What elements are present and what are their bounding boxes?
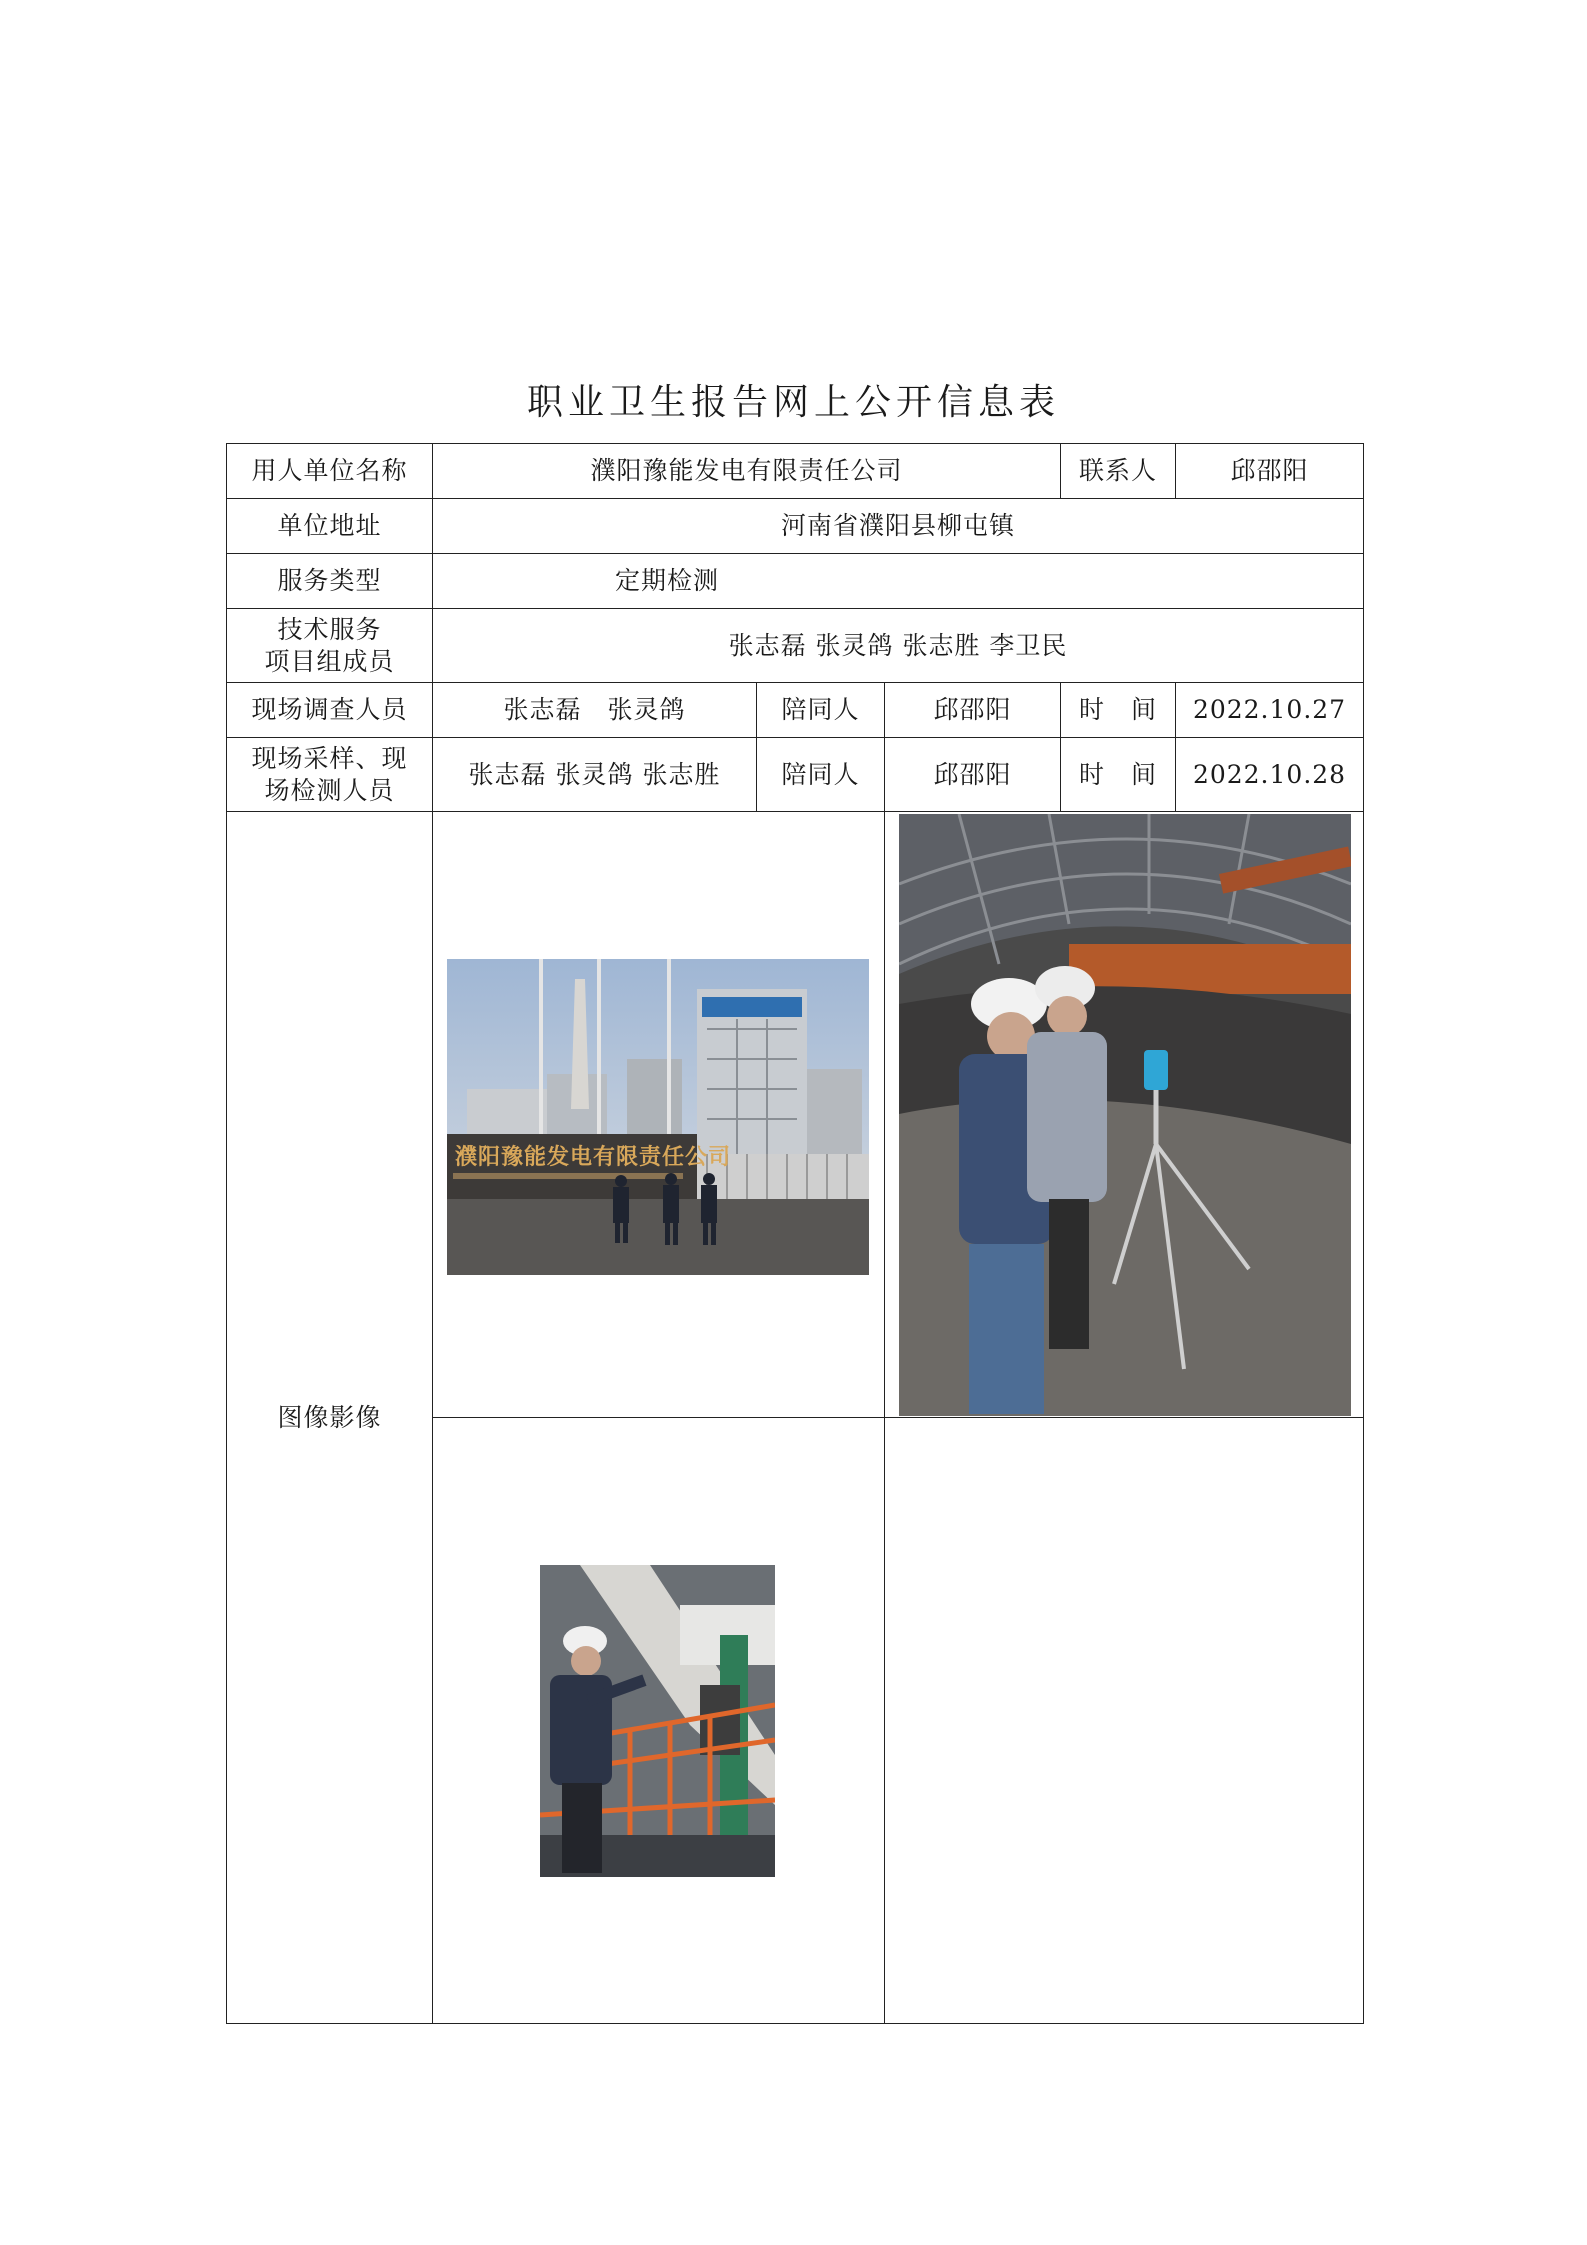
address-value: 河南省濮阳县柳屯镇: [433, 499, 1364, 554]
photo-cell-2: [885, 812, 1364, 1418]
gate-sign-text: 濮阳豫能发电有限责任公司: [455, 1145, 732, 1170]
row-team: [227, 609, 1364, 683]
photo-cell-3: [433, 1418, 885, 2024]
team-label-line2: 项目组成员: [264, 646, 395, 676]
team-label-line1: 技术服务: [277, 615, 382, 645]
photo-cell-1: [433, 812, 885, 1418]
survey-time-label: 时 间: [1061, 683, 1176, 738]
sampling-time-label: 时 间: [1061, 738, 1176, 812]
images-label: 图像影像: [227, 812, 433, 2024]
info-table: [226, 443, 1364, 2024]
row-address: [227, 499, 1364, 554]
sampling-label: [227, 738, 433, 812]
team-label: [227, 609, 433, 683]
photo-coal-yard-graphic: [899, 814, 1351, 1416]
sampling-accompany-label: 陪同人: [757, 738, 885, 812]
employer-label: 用人单位名称: [227, 444, 433, 499]
contact-value: 邱邵阳: [1176, 444, 1364, 499]
address-label: 单位地址: [227, 499, 433, 554]
survey-accompany-label: 陪同人: [757, 683, 885, 738]
photo-coal-yard-measurement: [899, 814, 1351, 1416]
sampling-label-line2: 场检测人员: [264, 775, 395, 805]
page-title: 职业卫生报告网上公开信息表: [526, 382, 1060, 423]
row-images-1: [227, 812, 1364, 1418]
employer-value: 濮阳豫能发电有限责任公司: [433, 444, 1061, 499]
survey-accompany-value: 邱邵阳: [885, 683, 1061, 738]
survey-value: 张志磊 张灵鸽: [433, 683, 757, 738]
sampling-time-value: 2022.10.28: [1176, 738, 1364, 812]
service-type-label: 服务类型: [227, 554, 433, 609]
photo-cell-empty: [885, 1418, 1364, 2024]
row-employer: [227, 444, 1364, 499]
team-value: 张志磊 张灵鸽 张志胜 李卫民: [433, 609, 1364, 683]
row-service-type: [227, 554, 1364, 609]
sampling-accompany-value: 邱邵阳: [885, 738, 1061, 812]
survey-time-value: 2022.10.27: [1176, 683, 1364, 738]
survey-label: 现场调查人员: [227, 683, 433, 738]
photo-platform-graphic: [540, 1565, 775, 1877]
sampling-value: 张志磊 张灵鸽 张志胜: [433, 738, 757, 812]
row-survey: [227, 683, 1364, 738]
contact-label: 联系人: [1061, 444, 1176, 499]
row-sampling: [227, 738, 1364, 812]
photo-factory-gate: [447, 959, 869, 1275]
service-type-value: 定期检测: [433, 554, 1364, 609]
photo-platform-worker: [540, 1565, 775, 1877]
photo-factory-gate-graphic: [447, 959, 869, 1275]
sampling-label-line1: 现场采样、现: [251, 744, 408, 774]
